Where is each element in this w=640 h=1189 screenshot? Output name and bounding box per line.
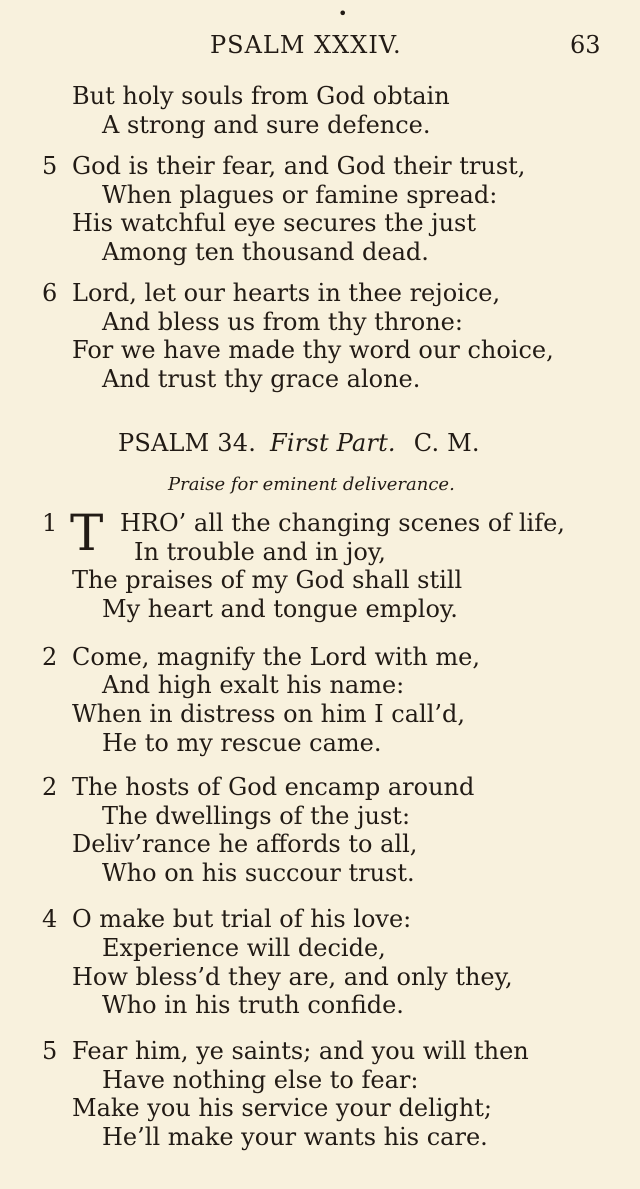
stanza-line: And trust thy grace alone. bbox=[102, 365, 421, 393]
stanza-line: Lord, let our hearts in thee rejoice, bbox=[72, 279, 501, 307]
stanza-line: Have nothing else to fear: bbox=[102, 1066, 419, 1094]
stanza-line: The praises of my God shall still bbox=[72, 566, 463, 594]
stanza-line: When plagues or famine spread: bbox=[102, 181, 498, 209]
page-number: 63 bbox=[570, 31, 601, 59]
stanza-number: 5 bbox=[42, 152, 58, 180]
section-title: PSALM 34. bbox=[118, 429, 257, 457]
stanza-line: HRO’ all the changing scenes of life, bbox=[120, 509, 565, 537]
stanza-line: A strong and sure defence. bbox=[102, 111, 431, 139]
stanza-line: Experience will decide, bbox=[102, 934, 386, 962]
stanza-line: Fear him, ye saints; and you will then bbox=[72, 1037, 529, 1065]
stanza-line: In trouble and in joy, bbox=[134, 538, 386, 566]
stanza-line: He to my rescue came. bbox=[102, 729, 382, 757]
stanza-line: God is their fear, and God their trust, bbox=[72, 152, 526, 180]
stanza-line: Come, magnify the Lord with me, bbox=[72, 643, 480, 671]
stanza-line: For we have made thy word our choice, bbox=[72, 336, 554, 364]
stanza-line: The hosts of God encamp around bbox=[72, 773, 475, 801]
stanza-line: O make but trial of his love: bbox=[72, 905, 412, 933]
stanza-line: The dwellings of the just: bbox=[102, 802, 411, 830]
section-subtitle: Praise for eminent deliverance. bbox=[168, 474, 455, 495]
stanza-number: 1 bbox=[42, 509, 58, 537]
stanza-line: He’ll make your wants his care. bbox=[102, 1123, 488, 1151]
stanza-line: And high exalt his name: bbox=[102, 671, 405, 699]
stanza-line: Who on his succour trust. bbox=[102, 859, 415, 887]
top-mark: • bbox=[338, 4, 348, 23]
stanza-line: His watchful eye secures the just bbox=[72, 209, 477, 237]
stanza-line: And bless us from thy throne: bbox=[102, 308, 463, 336]
stanza-line: When in distress on him I call’d, bbox=[72, 700, 465, 728]
stanza-number: 6 bbox=[42, 279, 58, 307]
stanza-line: But holy souls from God obtain bbox=[72, 82, 450, 110]
section-heading bbox=[118, 429, 480, 457]
drop-cap: T bbox=[70, 504, 104, 562]
stanza-line: Who in his truth confide. bbox=[102, 991, 404, 1019]
stanza-line: Deliv’rance he affords to all, bbox=[72, 830, 418, 858]
stanza-number: 4 bbox=[42, 905, 58, 933]
section-meter: C. M. bbox=[413, 429, 480, 457]
stanza-number: 2 bbox=[42, 643, 58, 671]
stanza-line: My heart and tongue employ. bbox=[102, 595, 458, 623]
stanza-number: 5 bbox=[42, 1037, 58, 1065]
stanza-number: 2 bbox=[42, 773, 58, 801]
stanza-line: How bless’d they are, and only they, bbox=[72, 963, 513, 991]
section-part: First Part. bbox=[270, 429, 396, 457]
stanza-line: Among ten thousand dead. bbox=[102, 238, 429, 266]
page-title: PSALM XXXIV. bbox=[210, 31, 402, 59]
stanza-line: Make you his service your delight; bbox=[72, 1094, 492, 1122]
